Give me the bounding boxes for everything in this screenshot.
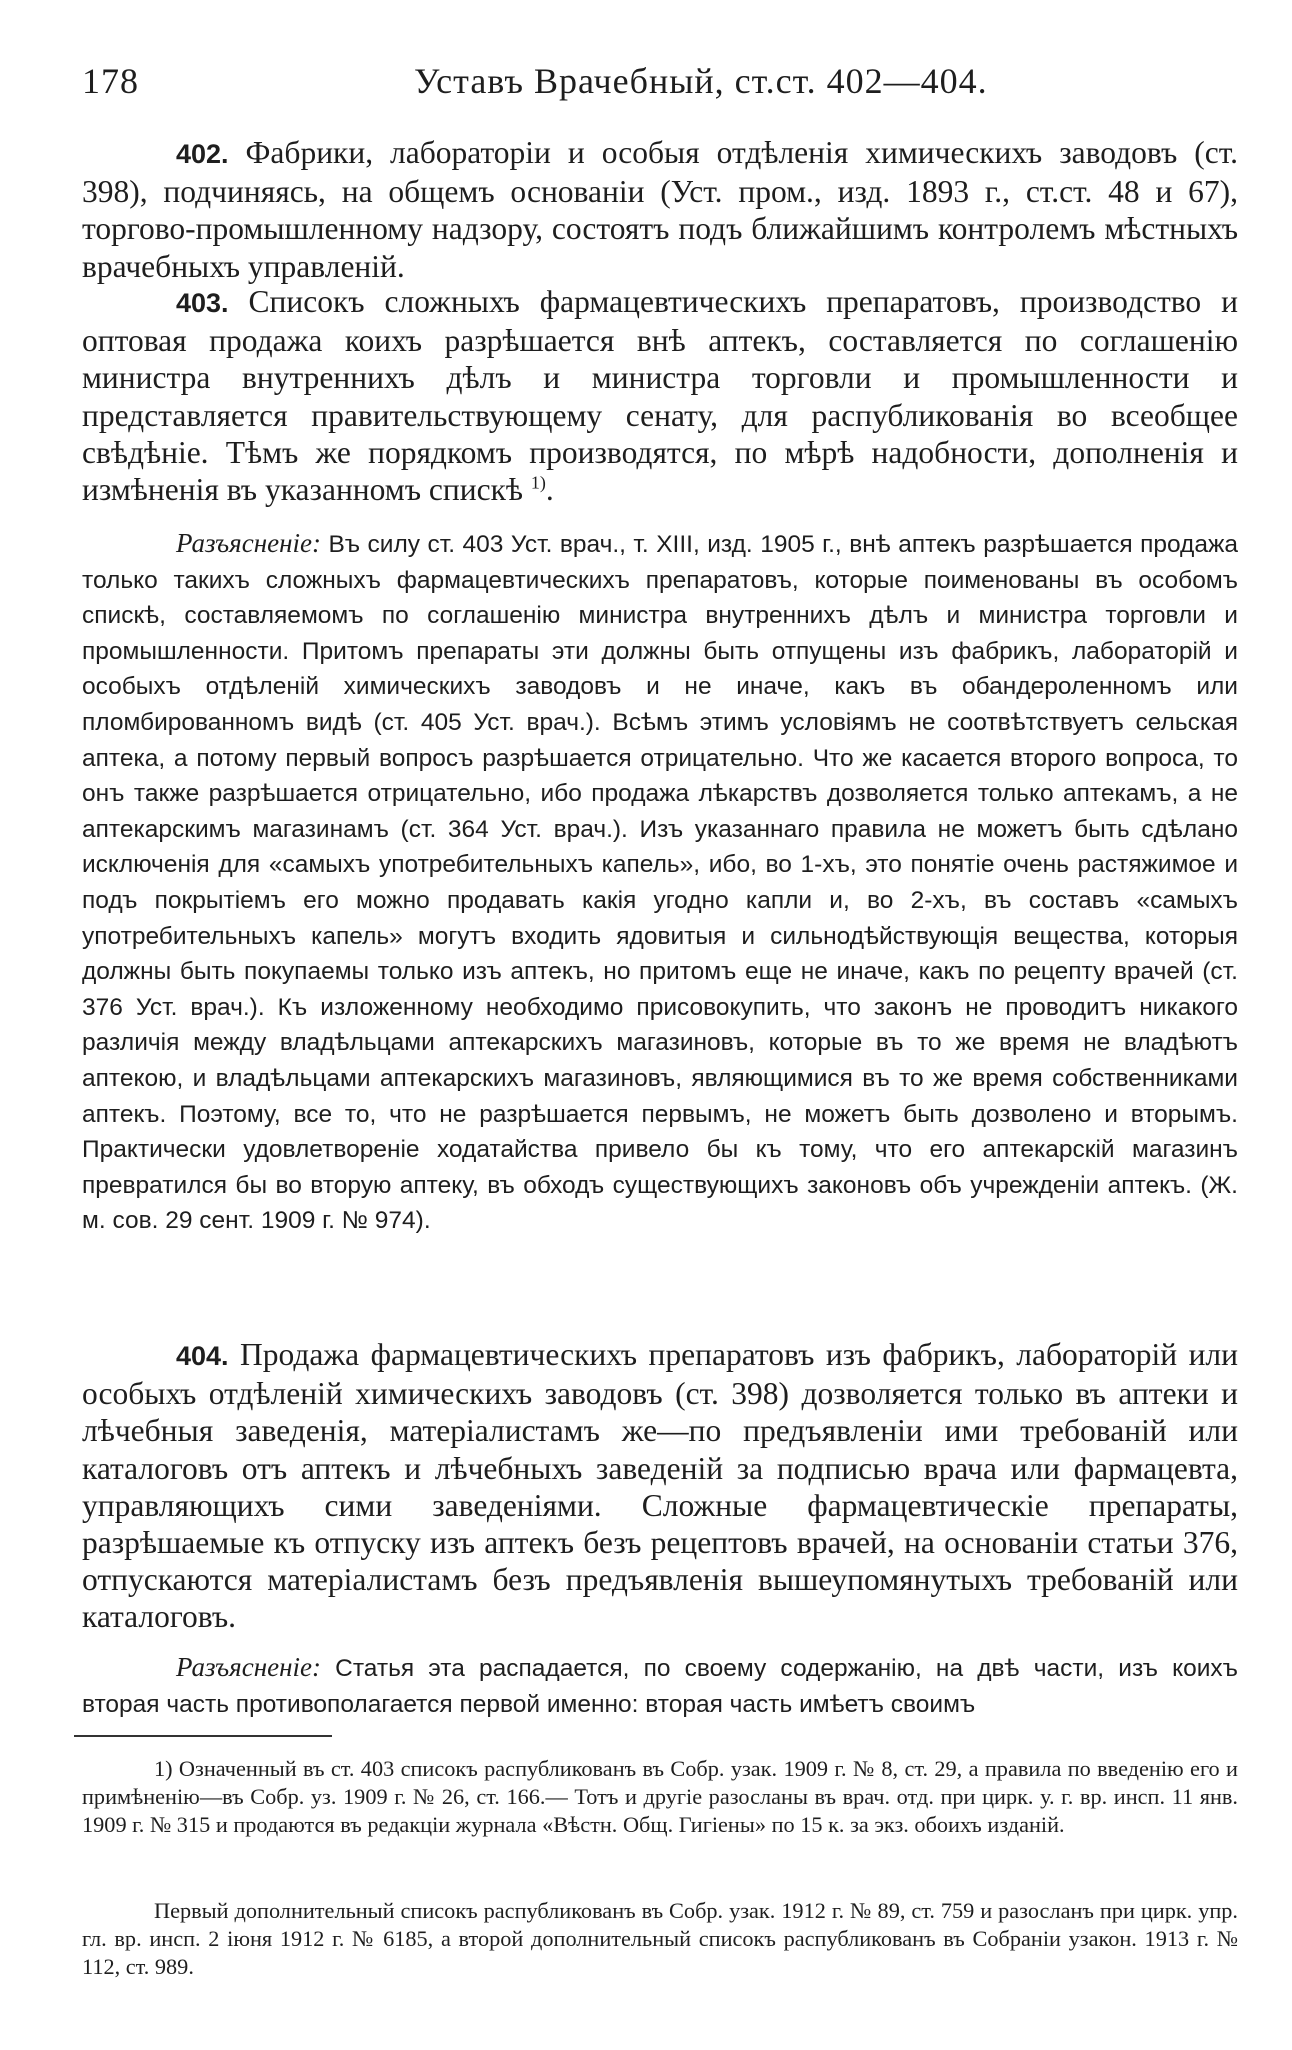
page-number: 178 <box>82 61 139 101</box>
article-text-402: Фабрики, лабораторіи и особыя отдѣленія химическихъ заводовъ (ст. 398), подчиняясь, на общемъ основаніи (Уст. пром., изд. 1893 г., ст.ст. 48 и 67), торгово-промышленному надзору, состоятъ подъ ближайшимъ контролемъ мѣстныхъ врачебныхъ управленій. <box>82 135 1239 284</box>
article-text-404: Продажа фармацевтическихъ препаратовъ изъ фабрикъ, лабораторій или особыхъ отдѣленій химическихъ заводовъ (ст. 398) дозволяется только въ аптеки и лѣчебныя заведенія, матеріалистамъ же—по предъявленіи ими требованій или каталоговъ отъ аптекъ и лѣчебныхъ заведеній за подписью врача или фармацевта, управляющихъ сими заведеніями. Сложные фармацевтическіе препараты, разрѣшаемые къ отпуску изъ аптекъ безъ рецептовъ врачей, на основаніи статьи 376, отпускаются матеріалистамъ безъ предъявленія вышеупомянутыхъ требованій или каталоговъ. <box>82 1337 1239 1635</box>
article-403 <box>82 283 1238 508</box>
explanation-403 <box>82 526 1238 1239</box>
explanation-label-403: Разъясненіе: <box>176 528 321 558</box>
article-number-404: 404. <box>176 1341 229 1371</box>
article-text-403: Списокъ сложныхъ фармацевтическихъ препаратовъ, производство и оптовая продажа коихъ разрѣшается внѣ аптекъ, составляется по соглашенію министра внутреннихъ дѣлъ и министра торговли и промышленности и представляется правительствующему сенату, для распубликованія во всеобщее свѣдѣніе. Тѣмъ же порядкомъ производятся, по мѣрѣ надобности, дополненія и измѣненія въ указанномъ спискѣ <box>82 284 1238 508</box>
article-number-403: 403. <box>176 288 229 318</box>
footnote-1: 1) Означенный въ ст. 403 списокъ распубликованъ въ Собр. узак. 1909 г. № 8, ст. 29, а правила по введенію его и примѣненію—въ Собр. уз. 1909 г. № 26, ст. 166.— Тотъ и другіе разосланы въ врач. отд. при цирк. у. г. вр. инсп. 11 янв. 1909 г. № 315 и продаются въ редакціи журнала «Вѣстн. Общ. Гигіены» по 15 к. за экз. обоихъ изданій. <box>82 1756 1238 1837</box>
footnote-divider <box>74 1735 332 1737</box>
footnote-ref-1[interactable]: 1) <box>530 472 546 493</box>
article-number-402: 402. <box>176 139 229 169</box>
page-header <box>82 60 1230 110</box>
article-404 <box>82 1336 1238 1636</box>
explanation-text-403: Въ силу ст. 403 Уст. врач., т. XIII, изд. 1905 г., внѣ аптекъ разрѣшается продажа только такихъ сложныхъ фармацевтическихъ препаратовъ, которые поименованы въ особомъ спискѣ, составляемомъ по соглашенію министра внутреннихъ дѣлъ и министра торговли и промышленности. Притомъ препараты эти должны быть отпущены изъ фабрикъ, лабораторій и особыхъ отдѣленій химическихъ заводовъ и не иначе, какъ въ обандероленномъ или пломбированномъ видѣ (ст. 405 Уст. врач.). Всѣмъ этимъ условіямъ не соотвѣтствуетъ сельская аптека, а потому первый вопросъ разрѣшается отрицательно. Что же касается второго вопроса, то онъ также разрѣшается отрицательно, ибо продажа лѣкарствъ дозволяется только аптекамъ, а не аптекарскимъ магазинамъ (ст. 364 Уст. врач.). Изъ указаннаго правила не можетъ быть сдѣлано исключенія для «самыхъ употребительныхъ капель», ибо, во 1-хъ, это понятіе очень растяжимое и подъ покрытіемъ его можно продавать какія угодно капли и, во 2-хъ, въ составъ «самыхъ употребительныхъ капель» могутъ входить ядовитыя и сильнодѣйствующія вещества, которыя должны быть покупаемы только изъ аптекъ, но притомъ еще не иначе, какъ по рецепту врачей (ст. 376 Уст. врач.). Къ изложенному необходимо присовокупить, что законъ не проводитъ никакого различія между владѣльцами аптекарскихъ магазиновъ, которые въ то же время не владѣютъ аптекою, и владѣльцами аптекарскихъ магазиновъ, являющимися въ то же время собственниками аптекъ. Поэтому, все то, что не разрѣшается первымъ, не можетъ быть дозволено и вторымъ. Практически удовлетвореніе ходатайства привело бы къ тому, что его аптекарскій магазинъ превратился бы во вторую аптеку, въ обходъ существующихъ законовъ объ учрежденіи аптекъ. (Ж. м. сов. 29 сент. 1909 г. № 974). <box>82 531 1238 1235</box>
explanation-label-404: Разъясненіе: <box>176 1652 321 1682</box>
article-403-end: . <box>545 472 554 508</box>
running-title: Уставъ Врачебный, ст.ст. 402—404. <box>414 61 988 101</box>
article-402 <box>82 134 1238 285</box>
explanation-text-404: Статья эта распадается, по своему содержанію, на двѣ части, изъ коихъ вторая часть противополагается первой именно: вторая часть имѣетъ своимъ <box>82 1655 1238 1718</box>
explanation-404 <box>82 1650 1238 1722</box>
footnote-2: Первый дополнительный списокъ распубликованъ въ Собр. узак. 1912 г. № 89, ст. 759 и разосланъ при цирк. упр. гл. вр. инсп. 2 іюня 1912 г. № 6185, а второй дополнительный списокъ распубликованъ въ Собраніи узакон. 1913 г. № 112, ст. 989. <box>82 1898 1238 1979</box>
